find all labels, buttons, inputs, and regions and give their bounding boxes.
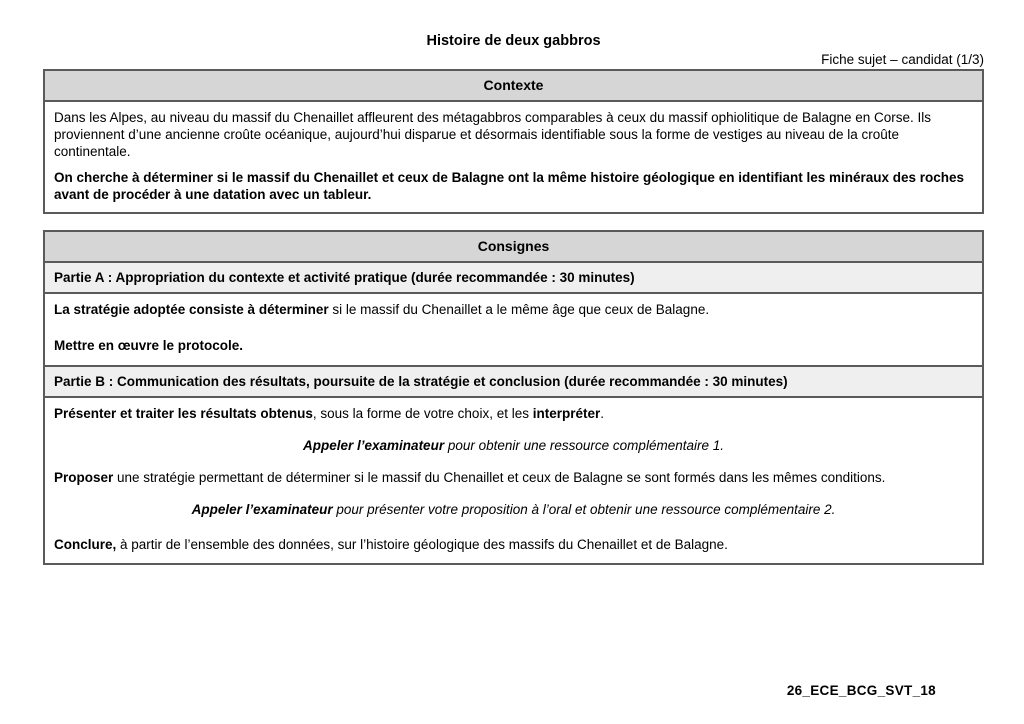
propose-line xyxy=(54,469,973,486)
document-page xyxy=(43,0,984,565)
footer-document-code: 26_ECE_BCG_SVT_18 xyxy=(786,683,936,698)
call-examiner-bold-2: Appeler l’examinateur xyxy=(191,502,333,517)
partie-a-title: Partie A : Appropriation du contexte et activité pratique (durée recommandée : 30 minutes) xyxy=(45,263,982,294)
contexte-header: Contexte xyxy=(45,71,982,102)
partie-b-body xyxy=(45,398,982,563)
partie-a-body xyxy=(45,294,982,367)
present-line xyxy=(54,405,973,422)
present-mid-text: , sous la forme de votre choix, et les xyxy=(312,406,533,421)
strategy-line xyxy=(54,301,973,318)
interpret-bold-text: interpréter xyxy=(532,406,601,421)
conclude-bold-text: Conclure, xyxy=(54,537,117,552)
contexte-paragraph-1: Dans les Alpes, au niveau du massif du Chenaillet affleurent des métagabbros comparables à ceux du massif ophiolitique de Balagne en Corse. Ils proviennent d’une ancienne croûte océanique, aujourd’hui disparue et désormais identifiable sous la forme de vestiges au niveau de la croûte continentale. xyxy=(54,110,932,159)
conclude-rest-text: à partir de l’ensemble des données, sur l’histoire géologique des massifs du Chenaillet et de Balagne. xyxy=(116,537,728,552)
call-examiner-line-1 xyxy=(54,437,973,454)
partie-b-title: Partie B : Communication des résultats, poursuite de la stratégie et conclusion (durée recommandée : 30 minutes) xyxy=(45,367,982,398)
strategy-rest-text: si le massif du Chenaillet a le même âge que ceux de Balagne. xyxy=(328,302,710,317)
call-examiner-rest-2: pour présenter votre proposition à l’oral et obtenir une ressource complémentaire 2. xyxy=(332,502,836,517)
call-examiner-bold-1: Appeler l’examinateur xyxy=(303,438,445,453)
consignes-table xyxy=(43,230,984,565)
strategy-bold-text: La stratégie adoptée consiste à déterminer xyxy=(54,302,329,317)
propose-bold-text: Proposer xyxy=(54,470,114,485)
present-bold-text: Présenter et traiter les résultats obtenus xyxy=(54,406,313,421)
contexte-body xyxy=(45,102,982,212)
contexte-paragraph-2: On cherche à déterminer si le massif du Chenaillet et ceux de Balagne ont la même histoire géologique en identifiant les minéraux des roches avant de procéder à une datation avec un tableur. xyxy=(54,170,965,202)
contexte-table xyxy=(43,69,984,214)
sheet-label: Fiche sujet – candidat (1/3) xyxy=(821,52,984,67)
present-end-text: . xyxy=(600,406,605,421)
page-title: Histoire de deux gabbros xyxy=(426,33,601,49)
protocol-line: Mettre en œuvre le protocole. xyxy=(54,338,244,353)
conclude-line xyxy=(54,536,973,553)
call-examiner-rest-1: pour obtenir une ressource complémentaire 1. xyxy=(444,438,724,453)
propose-rest-text: une stratégie permettant de déterminer si le massif du Chenaillet et ceux de Balagne se sont formés dans les mêmes conditions. xyxy=(113,470,886,485)
call-examiner-line-2 xyxy=(54,501,973,518)
consignes-header: Consignes xyxy=(45,232,982,263)
